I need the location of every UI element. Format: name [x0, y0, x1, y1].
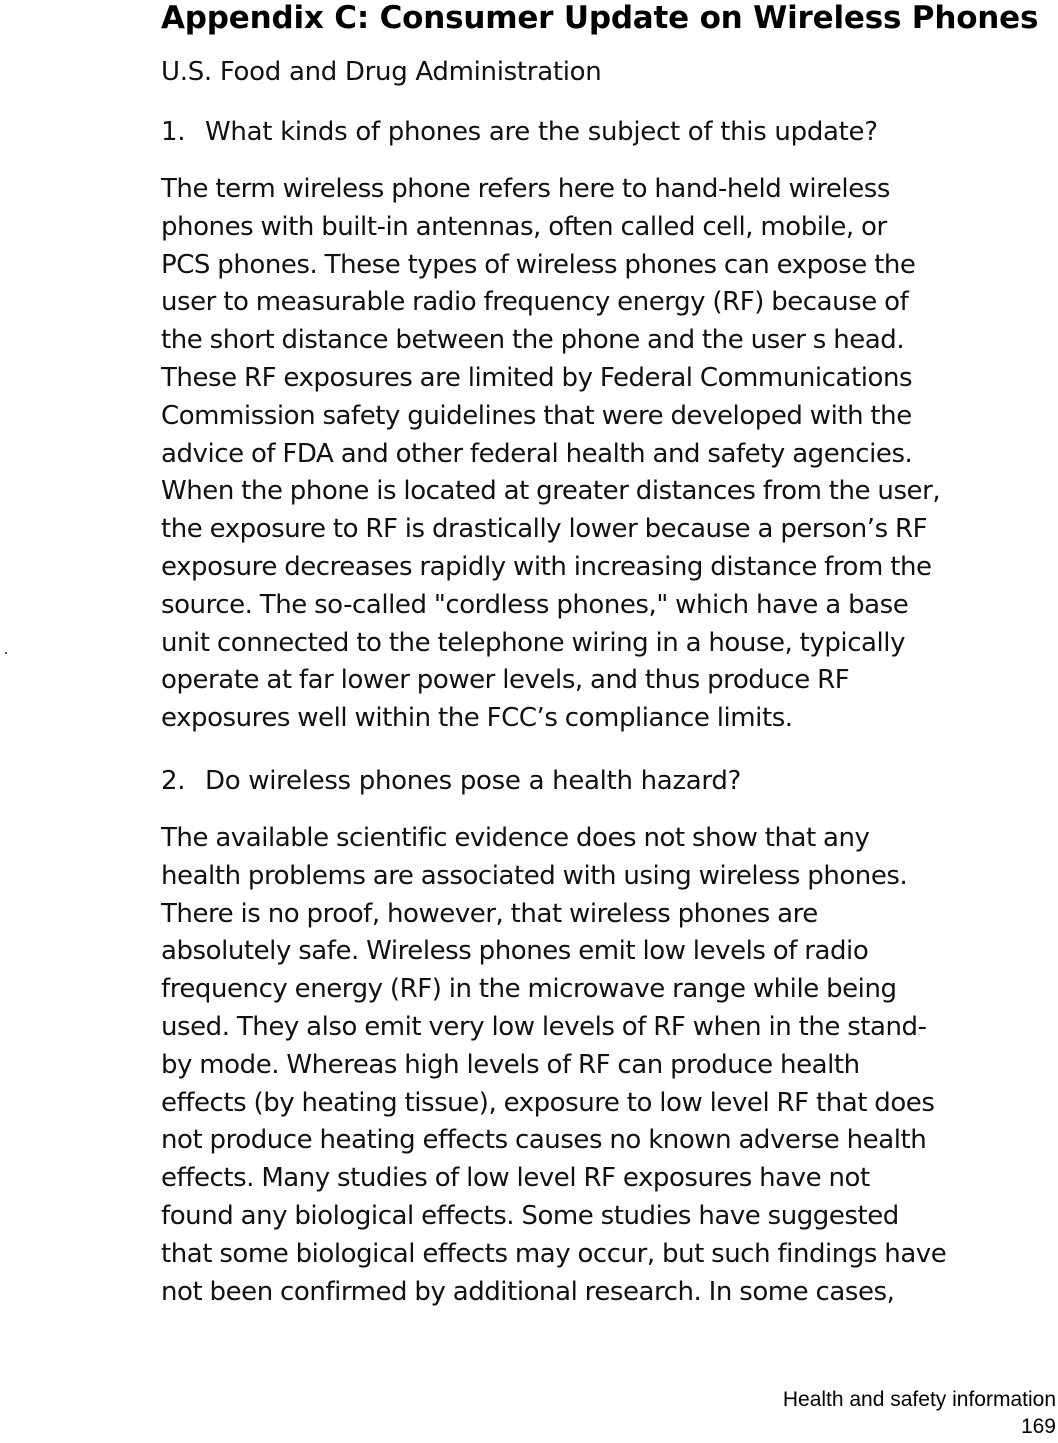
paragraph-line: exposures well within the FCC’s compliance limits.: [161, 703, 793, 734]
source-agency: U.S. Food and Drug Administration: [161, 57, 602, 87]
paragraph-line: The available scientific evidence does not show that any: [161, 822, 870, 853]
question-text: What kinds of phones are the subject of this update?: [205, 117, 878, 147]
paragraph-line: that some biological effects may occur, but such findings have: [161, 1238, 947, 1269]
question-number: 1.: [161, 117, 186, 147]
answer-paragraph: [161, 820, 1056, 1311]
paragraph-line: Commission safety guidelines that were developed with the: [161, 400, 912, 431]
document-page: [161, 0, 1056, 1311]
paragraph-line: by mode. Whereas high levels of RF can produce health: [161, 1049, 860, 1080]
paragraph-line: the exposure to RF is drastically lower because a person’s RF: [161, 514, 928, 545]
paragraph-line: phones with built-in antennas, often called cell, mobile, or: [161, 211, 887, 242]
answer-paragraph: [161, 171, 1056, 738]
scan-speck: [5, 652, 7, 654]
paragraph-line: When the phone is located at greater distances from the user,: [161, 476, 941, 507]
paragraph-line: effects (by heating tissue), exposure to low level RF that does: [161, 1087, 935, 1118]
paragraph-line: used. They also emit very low levels of RF when in the stand-: [161, 1011, 927, 1042]
question-heading: [161, 764, 1056, 798]
footer-section-label: Health and safety information: [782, 1388, 1056, 1411]
paragraph-line: exposure decreases rapidly with increasing distance from the: [161, 551, 932, 582]
paragraph-line: operate at far lower power levels, and thus produce RF: [161, 665, 850, 696]
paragraph-line: frequency energy (RF) in the microwave range while being: [161, 974, 897, 1005]
paragraph-line: PCS phones. These types of wireless phones can expose the: [161, 249, 916, 280]
paragraph-line: source. The so-called "cordless phones," which have a base: [161, 589, 909, 620]
paragraph-line: advice of FDA and other federal health and safety agencies.: [161, 438, 913, 469]
paragraph-line: effects. Many studies of low level RF exposures have not: [161, 1163, 870, 1194]
paragraph-line: absolutely safe. Wireless phones emit low levels of radio: [161, 936, 869, 967]
page-title: Appendix C: Consumer Update on Wireless Phones: [161, 0, 1039, 36]
paragraph-line: There is no proof, however, that wireless phones are: [161, 898, 818, 929]
paragraph-line: found any biological effects. Some studies have suggested: [161, 1200, 899, 1231]
paragraph-line: health problems are associated with using wireless phones.: [161, 860, 908, 891]
question-heading: [161, 115, 1056, 149]
paragraph-line: not been confirmed by additional research. In some cases,: [161, 1276, 895, 1307]
paragraph-line: unit connected to the telephone wiring in a house, typically: [161, 627, 906, 658]
paragraph-line: the short distance between the phone and the user s head.: [161, 325, 905, 356]
paragraph-line: user to measurable radio frequency energy (RF) because of: [161, 287, 909, 318]
paragraph-line: These RF exposures are limited by Federal Communications: [161, 362, 913, 393]
paragraph-line: not produce heating effects causes no known adverse health: [161, 1125, 927, 1156]
question-text: Do wireless phones pose a health hazard?: [205, 765, 742, 796]
paragraph-line: The term wireless phone refers here to hand-held wireless: [161, 174, 890, 204]
sections-container: [161, 115, 1056, 1311]
footer-page-number: 169: [1020, 1415, 1056, 1438]
page-footer: [783, 1386, 1056, 1440]
question-number: 2.: [161, 765, 186, 796]
